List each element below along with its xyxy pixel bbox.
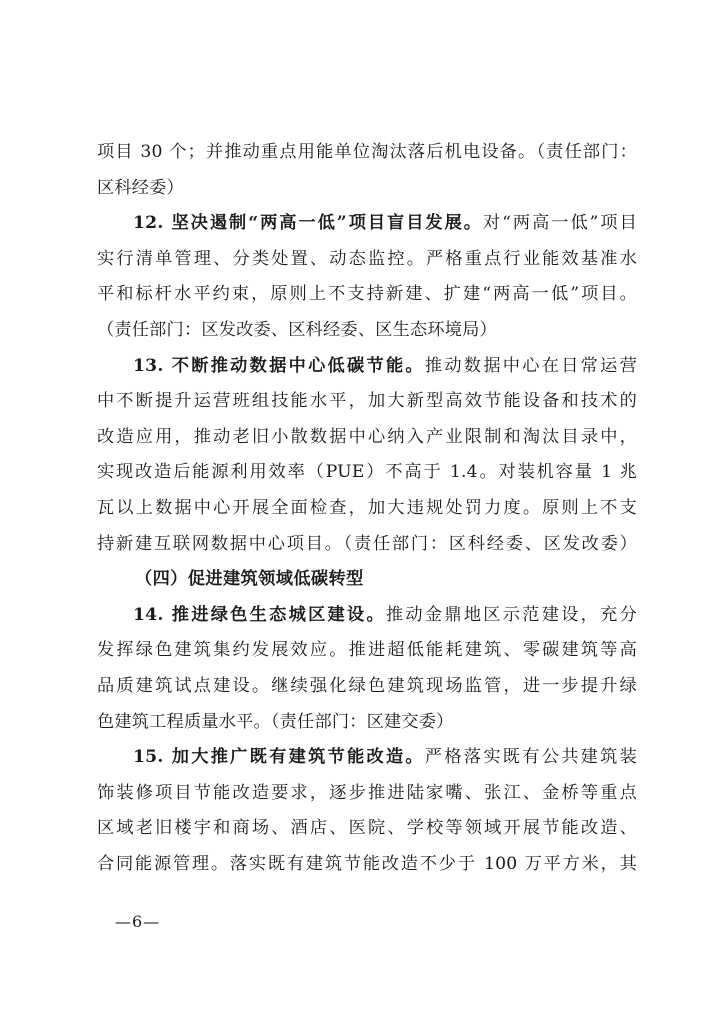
- text-line: 发挥绿色建筑集约发展效应。推进超低能耗建筑、零碳建筑等高: [97, 640, 637, 661]
- section-heading: （四）促进建筑领域低碳转型: [135, 569, 364, 590]
- text-line: 瓦以上数据中心开展全面检查，加大违规处罚力度。原则上不支: [97, 497, 637, 518]
- paragraph-item-13: [97, 349, 637, 563]
- item-title: 12. 坚决遏制“两高一低”项目盲目发展。: [133, 213, 483, 234]
- text-line: 持新建互联网数据中心项目。（责任部门：区科经委、区发改委）: [97, 533, 637, 554]
- text-line: [97, 349, 637, 385]
- text-line: （责任部门：区发改委、区科经委、区生态环境局）: [97, 319, 497, 340]
- item-text: 推动金鼎地区示范建设，充分: [385, 604, 637, 625]
- text-line: [97, 206, 637, 242]
- text-line: 区域老旧楼宇和商场、酒店、医院、学校等领域开展节能改造、: [97, 818, 637, 839]
- item-text: 严格落实既有公共建筑装: [424, 747, 637, 768]
- text-line: 改造应用，推动老旧小散数据中心纳入产业限制和淘汰目录中，: [97, 426, 637, 447]
- item-title: 14. 推进绿色生态城区建设。: [133, 604, 386, 625]
- text-line: 合同能源管理。落实既有建筑节能改造不少于 100 万平方米，其: [97, 853, 637, 874]
- item-title: 13. 不断推动数据中心低碳节能。: [133, 355, 425, 376]
- paragraph-item-12: [97, 206, 637, 348]
- item-title: 15. 加大推广既有建筑节能改造。: [133, 747, 425, 768]
- paragraph-item-15: [97, 740, 637, 882]
- text-line: 实行清单管理、分类处置、动态监控。严格重点行业能效基准水: [97, 248, 637, 269]
- text-line: [97, 740, 637, 776]
- text-line: 色建筑工程质量水平。（责任部门：区建交委）: [97, 711, 454, 732]
- text-line: 实现改造后能源利用效率（PUE）不高于 1.4。对装机容量 1 兆: [97, 462, 637, 483]
- text-line: 项目 30 个；并推动重点用能单位淘汰落后机电设备。（责任部门：: [97, 142, 637, 162]
- item-text: 推动数据中心在日常运营: [424, 355, 637, 376]
- item-text: 对“两高一低”项目: [482, 213, 637, 234]
- text-line: 品质建筑试点建设。继续强化绿色建筑现场监管，进一步提升绿: [97, 675, 637, 696]
- text-line: 区科经委）: [97, 177, 184, 198]
- text-line: 平和标杆水平约束，原则上不支持新建、扩建“两高一低”项目。: [97, 284, 637, 305]
- text-line: 饰装修项目节能改造要求，逐步推进陆家嘴、张江、金桥等重点: [97, 782, 637, 803]
- text-line: 中不断提升运营班组技能水平，加大新型高效节能设备和技术的: [97, 391, 637, 412]
- document-body: [97, 135, 637, 882]
- paragraph-item-14: [97, 598, 637, 740]
- page-number: —6—: [115, 912, 161, 931]
- paragraph-continuation: [97, 135, 637, 206]
- text-line: [97, 598, 637, 634]
